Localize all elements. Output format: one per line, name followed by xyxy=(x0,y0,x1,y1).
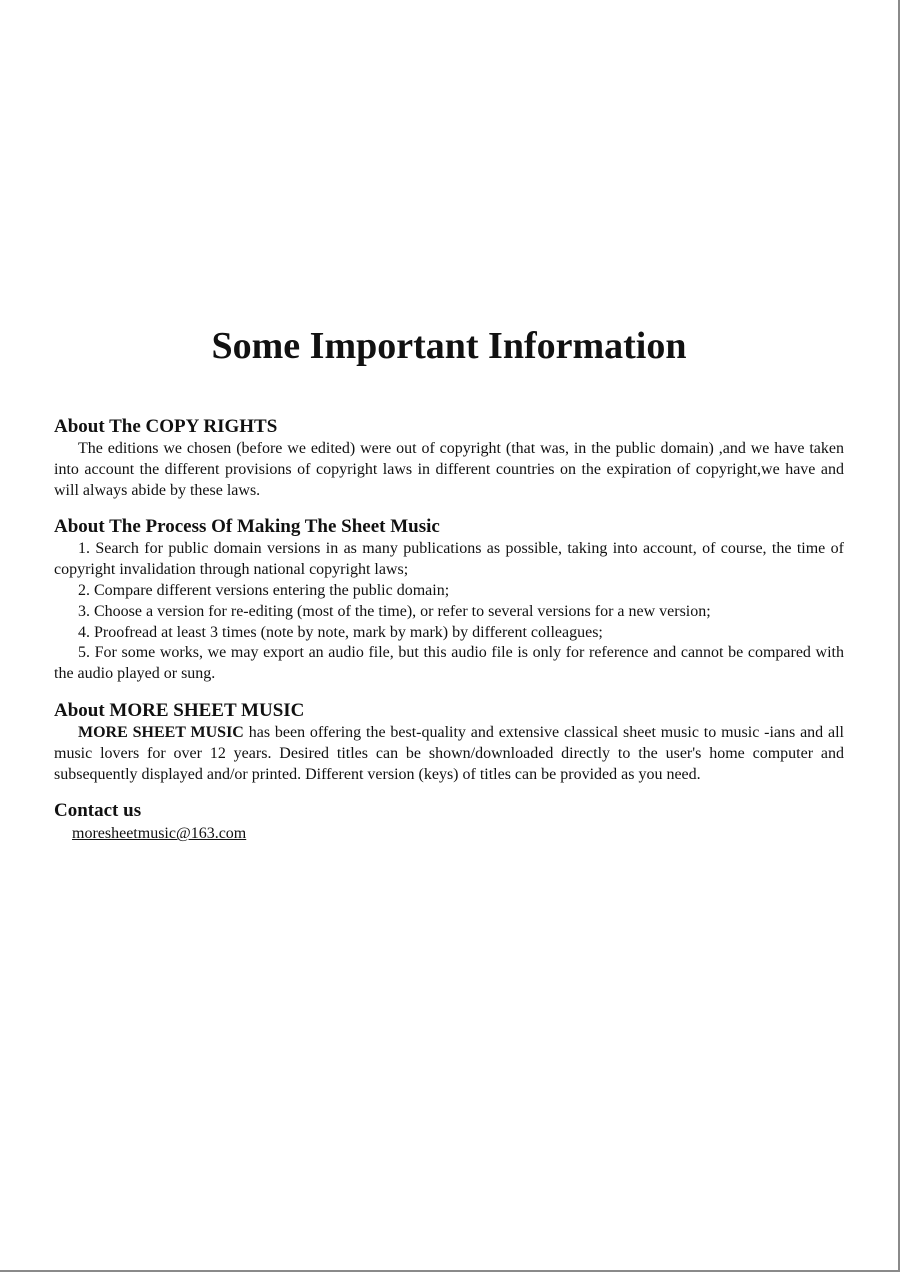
more-sheet-music-text: has been offering the best-quality and extensive classical sheet music to music -ians and all music lovers for over 12 years. Desired titles can be shown/downloaded directly to the user's home computer and subsequently displayed and/or printed. Different version (keys) of titles can be provided as you need. xyxy=(54,723,845,783)
page-title: Some Important Information xyxy=(211,325,687,367)
more-sheet-music-paragraph xyxy=(54,723,844,785)
process-section xyxy=(54,514,844,685)
process-step-1: 1. Search for public domain versions in as many publications as possible, taking into account, of course, the time of copyright invalidation through national copyright laws; xyxy=(54,540,844,579)
contact-email-link[interactable]: moresheetmusic@163.com xyxy=(72,825,247,843)
copyrights-heading: About The COPY RIGHTS xyxy=(54,416,278,437)
copyrights-section xyxy=(54,414,844,501)
process-step-2: 2. Compare different versions entering the public domain; xyxy=(78,581,450,599)
contact-heading: Contact us xyxy=(54,800,142,822)
content-body xyxy=(54,414,844,858)
process-step-3: 3. Choose a version for re-editing (most of the time), or refer to several versions for a new version; xyxy=(78,602,711,620)
more-sheet-music-heading: About MORE SHEET MUSIC xyxy=(54,699,305,721)
process-step-5: 5. For some works, we may export an audio file, but this audio file is only for reference and cannot be compared with the audio played or sung. xyxy=(54,644,844,683)
process-step-4: 4. Proofread at least 3 times (note by note, mark by mark) by different colleagues; xyxy=(78,623,603,641)
more-sheet-music-section xyxy=(54,698,844,785)
brand-name: MORE SHEET MUSIC xyxy=(78,723,244,741)
copyrights-paragraph: The editions we chosen (before we edited) were out of copyright (that was, in the public domain) ,and we have taken into account the different provisions of copyright laws in different countries on the expiration of copyright,we have and will always abide by these laws. xyxy=(54,440,844,499)
contact-section xyxy=(54,798,844,845)
process-heading: About The Process Of Making The Sheet Music xyxy=(54,516,440,538)
